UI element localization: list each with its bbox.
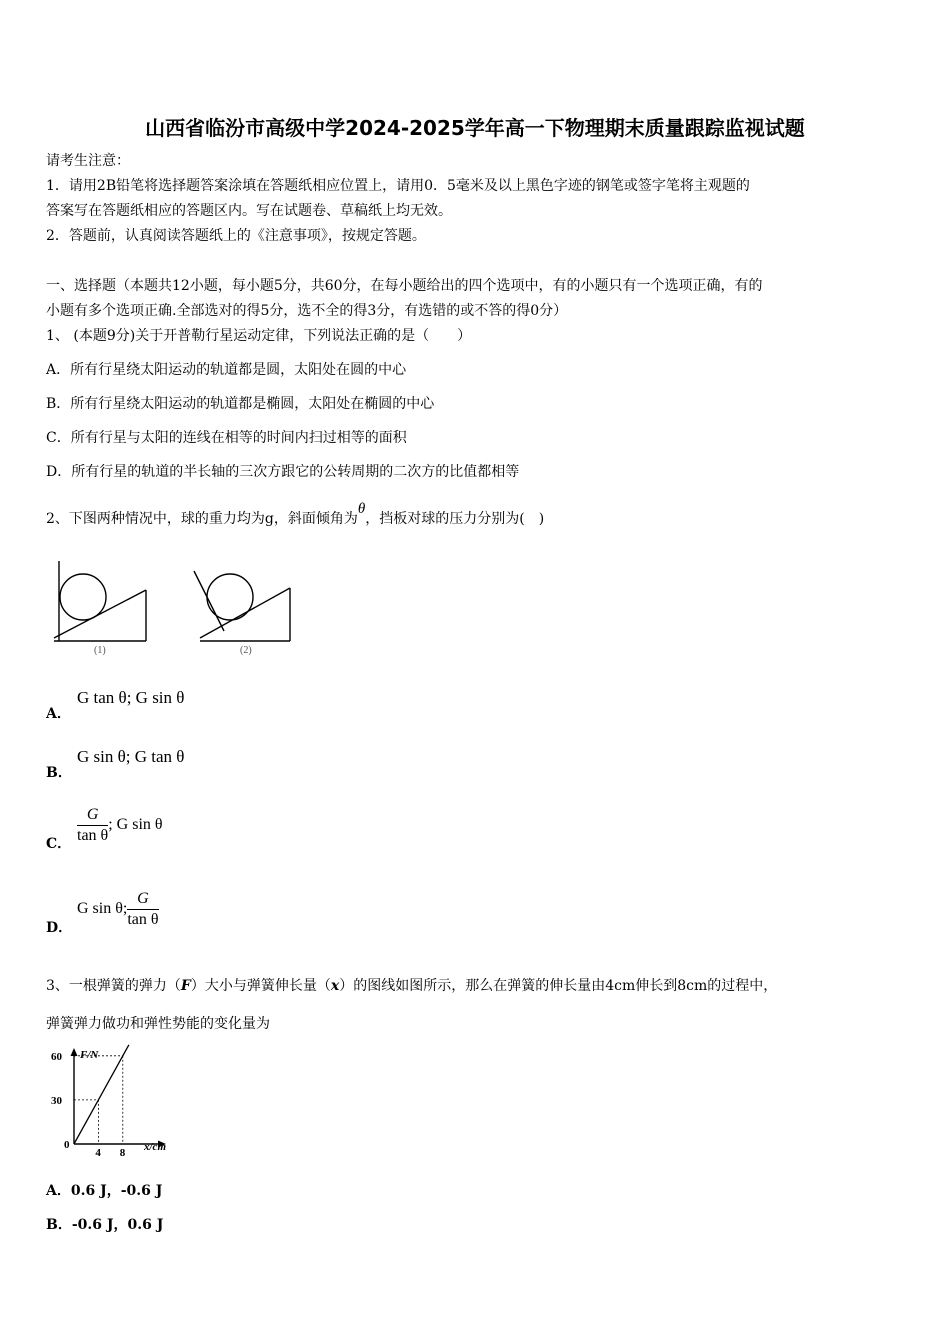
q2-stem xyxy=(46,501,545,529)
notice-item-1: 1．请用2B铅笔将选择题答案涂填在答题纸相应位置上，请用0．5毫米及以上黑色字迹的钢笔或签字笔将主观题的 xyxy=(46,178,750,194)
figure-2 xyxy=(194,571,290,656)
theta-symbol: θ xyxy=(357,501,366,517)
x-tick-label: 4 xyxy=(95,1147,101,1156)
spring-force-chart xyxy=(44,1044,184,1156)
x-axis-label: x/cm xyxy=(144,1141,166,1153)
q3-stem-line2: 弹簧弹力做功和弹性势能的变化量为 xyxy=(46,1016,270,1032)
q2-option-c-label: C． xyxy=(46,836,72,852)
q2-stem-b: ，挡板对球的压力分别为( ) xyxy=(365,511,545,527)
q3-option-a: A．0.6 J，-0.6 J xyxy=(46,1183,163,1199)
notice-heading: 请考生注意： xyxy=(46,153,130,169)
figure-2-label: (2) xyxy=(240,645,252,656)
q2-option-a-expr: G tan θ; G sin θ xyxy=(77,688,185,707)
q2-option-b-label: B． xyxy=(46,765,72,781)
section-heading-line2: 小题有多个选项正确.全部选对的得5分，选不全的得3分，有选错的或不答的得0分） xyxy=(46,303,568,319)
y-tick-label: 60 xyxy=(51,1050,62,1063)
inclined-plane-figures xyxy=(44,553,304,657)
q2-option-d-fraction: $\frac{G}{\text{tan θ}}$ xyxy=(127,890,159,928)
figure-1-label: (1) xyxy=(94,645,106,656)
q3-stem-line1: 3、一根弹簧的弹力（F）大小与弹簧伸长量（x）的图线如图所示，那么在弹簧的伸长量由4cm伸长到8cm的过程中， xyxy=(46,978,778,994)
q2-option-a-label: A． xyxy=(46,706,71,722)
section-heading-line1: 一、选择题（本题共12小题，每小题5分，共60分，在每小题给出的四个选项中，有的小题只有一个选项正确，有的 xyxy=(46,278,763,294)
q1-option-c: C．所有行星与太阳的连线在相等的时间内扫过相等的面积 xyxy=(46,430,407,446)
q2-option-d-label: D． xyxy=(46,920,73,936)
q2-option-c-fraction: $\frac{G}{\text{tan θ}}$ xyxy=(77,806,109,844)
q1-option-b: B．所有行星绕太阳运动的轨道都是椭圆，太阳处在椭圆的中心 xyxy=(46,396,435,412)
page-title: 山西省临汾市高级中学2024-2025学年高一下物理期末质量跟踪监视试题 xyxy=(145,116,805,140)
notice-item-2: 2．答题前，认真阅读答题纸上的《注意事项》，按规定答题。 xyxy=(46,228,426,244)
y-axis-label: F/N xyxy=(80,1049,99,1061)
q2-option-b-expr: G sin θ; G tan θ xyxy=(77,747,185,766)
q2-option-c-expr: $\frac{G}{\text{tan θ}}$ ; G sin θ xyxy=(77,806,163,844)
y-tick-label: 30 xyxy=(51,1094,62,1107)
y-axis-arrow xyxy=(71,1048,78,1056)
q3-option-b: B．-0.6 J，0.6 J xyxy=(46,1217,164,1233)
notice-item-1-cont: 答案写在答题纸相应的答题区内。写在试题卷、草稿纸上均无效。 xyxy=(46,203,452,219)
origin-label: 0 xyxy=(64,1139,70,1151)
q1-option-a: A．所有行星绕太阳运动的轨道都是圆，太阳处在圆的中心 xyxy=(46,362,407,378)
q2-option-d-expr: G sin θ; $\frac{G}{\text{tan θ}}$ xyxy=(77,890,159,928)
x-tick-label: 8 xyxy=(119,1147,126,1156)
q1-stem: 1、 (本题9分)关于开普勒行星运动定律，下列说法正确的是（ ） xyxy=(46,328,472,344)
q1-option-d: D．所有行星的轨道的半长轴的三次方跟它的公转周期的二次方的比值都相等 xyxy=(46,464,520,480)
q2-stem-a: 2、下图两种情况中，球的重力均为g，斜面倾角为 xyxy=(46,511,358,527)
figure-1 xyxy=(54,561,146,656)
